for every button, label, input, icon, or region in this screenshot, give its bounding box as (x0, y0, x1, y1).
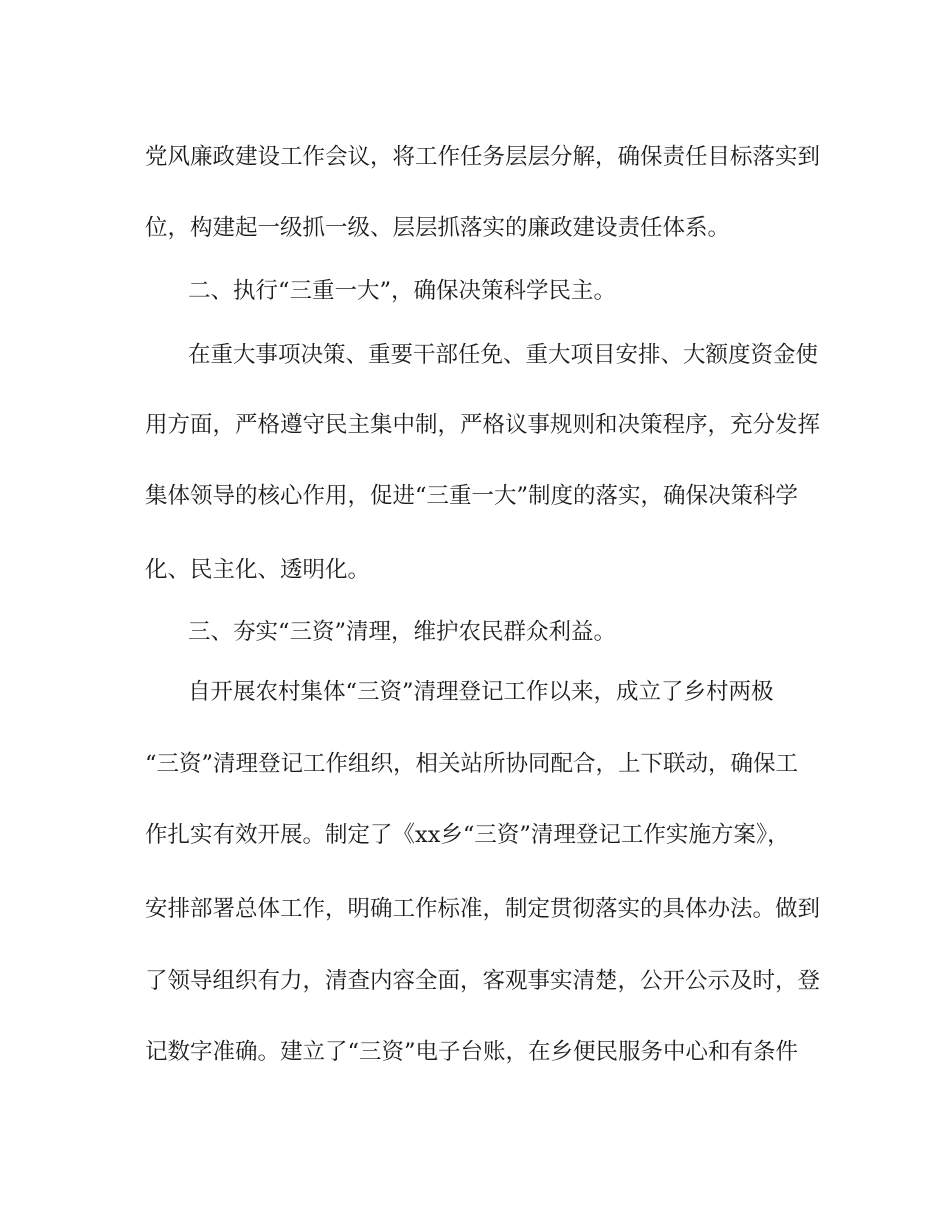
body-text-line: 安排部署总体工作，明确工作标准，制定贯彻落实的具体办法。做到 (145, 896, 821, 922)
body-text-line: 了领导组织有力，清查内容全面，客观事实清楚，公开公示及时，登 (145, 968, 821, 994)
body-text-line: 集体领导的核心作用，促进“三重一大”制度的落实，确保决策科学 (145, 483, 799, 509)
section-heading-2: 二、执行“三重一大”，确保决策科学民主。 (188, 278, 617, 304)
paragraph-start: 在重大事项决策、重要干部任免、重大项目安排、大额度资金使 (188, 342, 819, 368)
body-text-line: “三资”清理登记工作组织，相关站所协同配合，上下联动，确保工 (145, 751, 799, 777)
section-heading-3: 三、夯实“三资”清理，维护农民群众利益。 (188, 619, 617, 645)
body-text-line: 作扎实有效开展。制定了《xx乡“三资”清理登记工作实施方案》， (145, 822, 790, 848)
body-text-line: 化、民主化、透明化。 (145, 557, 371, 583)
paragraph-start: 自开展农村集体“三资”清理登记工作以来，成立了乡村两极 (188, 679, 774, 705)
body-text-line: 党风廉政建设工作会议，将工作任务层层分解，确保责任目标落实到 (145, 144, 821, 170)
body-text-line: 位，构建起一级抓一级、层层抓落实的廉政建设责任体系。 (145, 215, 731, 241)
body-text-line: 记数字准确。建立了“三资”电子台账，在乡便民服务中心和有条件 (145, 1039, 799, 1065)
body-text-line: 用方面，严格遵守民主集中制，严格议事规则和决策程序，充分发挥 (145, 412, 821, 438)
